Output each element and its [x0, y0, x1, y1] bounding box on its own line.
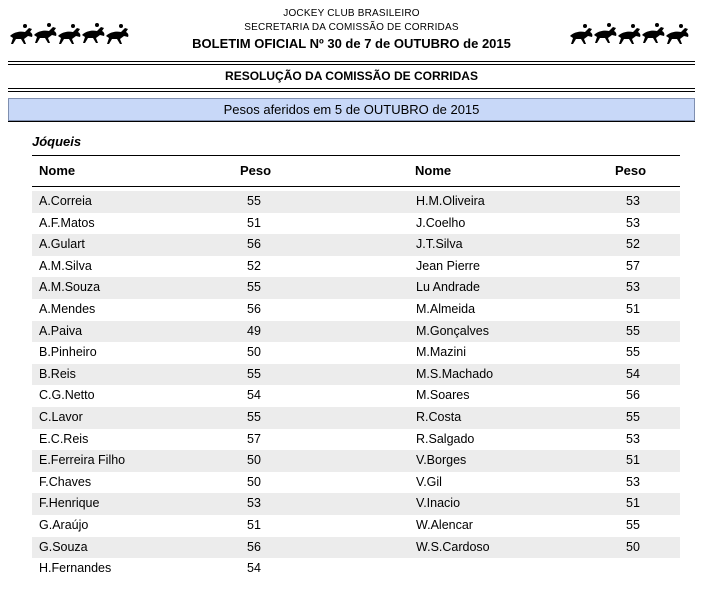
jockey-weight: 57: [247, 431, 261, 446]
jockey-name: H.Fernandes: [39, 561, 112, 576]
racing-horses-icon: [568, 20, 693, 46]
jockey-name: Jean Pierre: [416, 258, 480, 273]
jockey-weight: 55: [247, 366, 261, 381]
jockey-weight: 51: [626, 453, 640, 468]
jockey-name: R.Costa: [416, 409, 462, 424]
jockey-name: A.F.Matos: [39, 215, 95, 230]
jockey-weight: 56: [247, 539, 261, 554]
jockey-weight: 51: [626, 301, 640, 316]
jockey-name: A.Mendes: [39, 301, 96, 316]
table-row: [32, 321, 680, 343]
section-divider: [8, 88, 695, 89]
jockey-weight: 57: [626, 258, 640, 273]
jockey-name: M.Almeida: [416, 301, 476, 316]
jockey-name: G.Araújo: [39, 517, 89, 532]
table-row: [32, 385, 680, 407]
table-row: [32, 364, 680, 386]
column-header-nome: Nome: [415, 163, 452, 178]
jockey-weight: 53: [626, 280, 640, 295]
document-header: [0, 0, 703, 60]
jockey-name: Lu Andrade: [416, 280, 480, 295]
club-name: JOCKEY CLUB BRASILEIRO: [283, 8, 420, 19]
jockey-name: V.Gil: [416, 474, 442, 489]
jockey-name: E.Ferreira Filho: [39, 453, 126, 468]
jockey-name: E.C.Reis: [39, 431, 89, 446]
jockey-weight: 55: [247, 409, 261, 424]
jockey-weight: 50: [626, 539, 640, 554]
secretaria-name: SECRETARIA DA COMISSÃO DE CORRIDAS: [244, 22, 459, 33]
jockey-name: M.Mazini: [416, 345, 467, 360]
jockey-name: B.Pinheiro: [39, 345, 97, 360]
jockey-name: A.Paiva: [39, 323, 83, 338]
jockey-name: F.Henrique: [39, 496, 100, 511]
jockey-weight: 53: [626, 194, 640, 208]
table-row: [32, 277, 680, 299]
jockey-weight: 56: [247, 237, 261, 252]
jockey-name: B.Reis: [39, 366, 76, 381]
jockey-name: A.M.Silva: [39, 258, 92, 273]
jockey-weight: 53: [626, 474, 640, 489]
table-row: [32, 407, 680, 429]
jockey-name: A.Gulart: [39, 237, 85, 252]
jockey-weight: 53: [247, 496, 261, 511]
jockey-weights-table: [32, 191, 680, 580]
table-row: [32, 234, 680, 256]
section-divider: [8, 91, 695, 92]
jockey-name: C.Lavor: [39, 409, 83, 424]
column-header-peso: Peso: [240, 163, 272, 178]
table-header-rule: [32, 186, 680, 187]
table-row: [32, 537, 680, 559]
table-row: [32, 450, 680, 472]
jockey-weight: 51: [247, 215, 261, 230]
subtitle: Pesos aferidos em 5 de OUTUBRO de 2015: [223, 102, 480, 117]
column-header-peso: Peso: [615, 163, 647, 178]
jockey-name: M.Soares: [416, 388, 470, 403]
section-title: Jóqueis: [32, 134, 82, 149]
header-divider: [8, 64, 695, 65]
jockey-weight: 53: [626, 431, 640, 446]
jockey-name: W.S.Cardoso: [416, 539, 490, 554]
jockey-name: H.M.Oliveira: [416, 194, 485, 208]
jockey-weight: 55: [626, 517, 640, 532]
table-row: [32, 299, 680, 321]
jockey-weight: 55: [626, 345, 640, 360]
table-row: [32, 213, 680, 235]
boletim-title: BOLETIM OFICIAL Nº 30 de 7 de OUTUBRO de 2015: [192, 36, 511, 51]
jockey-name: M.S.Machado: [416, 366, 494, 381]
subtitle-divider: [8, 121, 695, 122]
jockey-weight: 50: [247, 345, 261, 360]
table-top-rule: [32, 155, 680, 156]
table-row: [32, 493, 680, 515]
table-row: [32, 256, 680, 278]
table-row: [32, 429, 680, 451]
jockey-weight: 56: [247, 301, 261, 316]
header-divider: [8, 61, 695, 62]
jockey-weight: 50: [247, 474, 261, 489]
jockey-name: G.Souza: [39, 539, 88, 554]
column-header-nome: Nome: [39, 163, 76, 178]
jockey-weight: 54: [247, 561, 261, 576]
jockey-weight: 49: [247, 323, 261, 338]
table-row: [32, 342, 680, 364]
subtitle-band: [8, 98, 695, 121]
table-row: [32, 558, 680, 580]
jockey-weight: 52: [626, 237, 640, 252]
jockey-weight: 50: [247, 453, 261, 468]
jockey-weight: 54: [247, 388, 261, 403]
jockey-name: V.Borges: [416, 453, 467, 468]
jockey-weight: 55: [626, 323, 640, 338]
jockey-weight: 51: [626, 496, 640, 511]
jockey-weight: 56: [626, 388, 640, 403]
jockey-name: J.T.Silva: [416, 237, 463, 252]
jockey-name: A.Correia: [39, 194, 92, 208]
table-row: [32, 191, 680, 213]
jockey-name: J.Coelho: [416, 215, 466, 230]
table-row: [32, 515, 680, 537]
resolucao-title: RESOLUÇÃO DA COMISSÃO DE CORRIDAS: [225, 69, 478, 83]
jockey-name: V.Inacio: [416, 496, 461, 511]
jockey-weight: 51: [247, 517, 261, 532]
table-row: [32, 472, 680, 494]
jockey-weight: 54: [626, 366, 640, 381]
jockey-weight: 55: [247, 280, 261, 295]
jockey-name: W.Alencar: [416, 517, 473, 532]
jockey-name: M.Gonçalves: [416, 323, 489, 338]
jockey-weight: 53: [626, 215, 640, 230]
jockey-name: R.Salgado: [416, 431, 475, 446]
jockey-weight: 55: [247, 194, 261, 208]
jockey-name: C.G.Netto: [39, 388, 95, 403]
jockey-weight: 52: [247, 258, 261, 273]
jockey-name: F.Chaves: [39, 474, 92, 489]
jockey-name: A.M.Souza: [39, 280, 101, 295]
jockey-weight: 55: [626, 409, 640, 424]
